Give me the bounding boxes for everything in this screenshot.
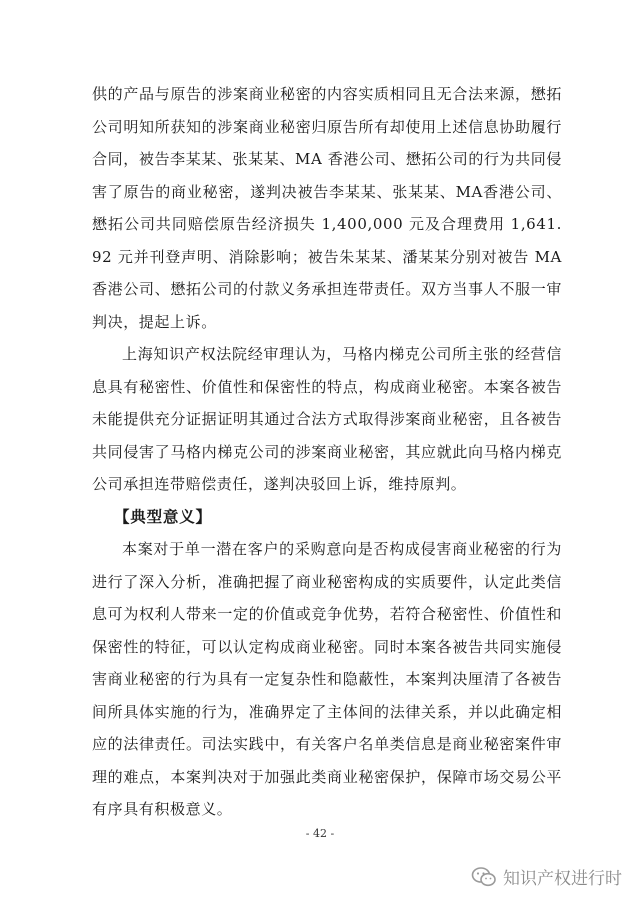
section-heading-significance: 【典型意义】 <box>114 506 212 526</box>
paragraph-case-background: 供的产品与原告的涉案商业秘密的内容实质相同且无合法来源，懋拓公司明知所获知的涉案商业秘密归原告所有却使用上述信息协助履行合同，被告李某某、张某某、MA 香港公司、懋拓公司的行为共同侵害了原告的商业秘密，遂判决被告李某某、张某某、MA香港公司、懋拓公司共同赔偿原告经济损失 1,400,000 元及合理费用 1,641.92 元并刊登声明、消除影响；被告朱某某、潘某某分别对被告 MA 香港公司、懋拓公司的付款义务承担连带责任。双方当事人不服一审判决，提起上诉。 <box>92 85 562 331</box>
paragraph-significance: 本案对于单一潜在客户的采购意向是否构成侵害商业秘密的行为进行了深入分析，准确把握了商业秘密构成的实质要件，认定此类信息可为权利人带来一定的价值或竞争优势，若符合秘密性、价值性和保密性的特征，可以认定构成商业秘密。同时本案各被告共同实施侵害商业秘密的行为具有一定复杂性和隐蔽性，本案判决厘清了各被告间所具体实施的行为，准确界定了主体间的法律关系，并以此确定相应的法律责任。司法实践中，有关客户名单类信息是商业秘密案件审理的难点，本案判决对于加强此类商业秘密保护，保障市场交易公平有序具有积极意义。 <box>92 540 562 818</box>
watermark-text: 知识产权进行时 <box>503 869 622 889</box>
page-number: - 42 - <box>305 827 335 840</box>
wechat-icon <box>471 866 497 888</box>
document-body <box>92 78 562 826</box>
watermark <box>471 864 622 889</box>
paragraph-appeal-ruling: 上海知识产权法院经审理认为，马格内梯克公司所主张的经营信息具有秘密性、价值性和保密性的特点，构成商业秘密。本案各被告未能提供充分证据证明其通过合法方式取得涉案商业秘密，且各被告共同侵害了马格内梯克公司的涉案商业秘密，其应就此向马格内梯克公司承担连带赔偿责任，遂判决驳回上诉，维持原判。 <box>92 345 562 493</box>
